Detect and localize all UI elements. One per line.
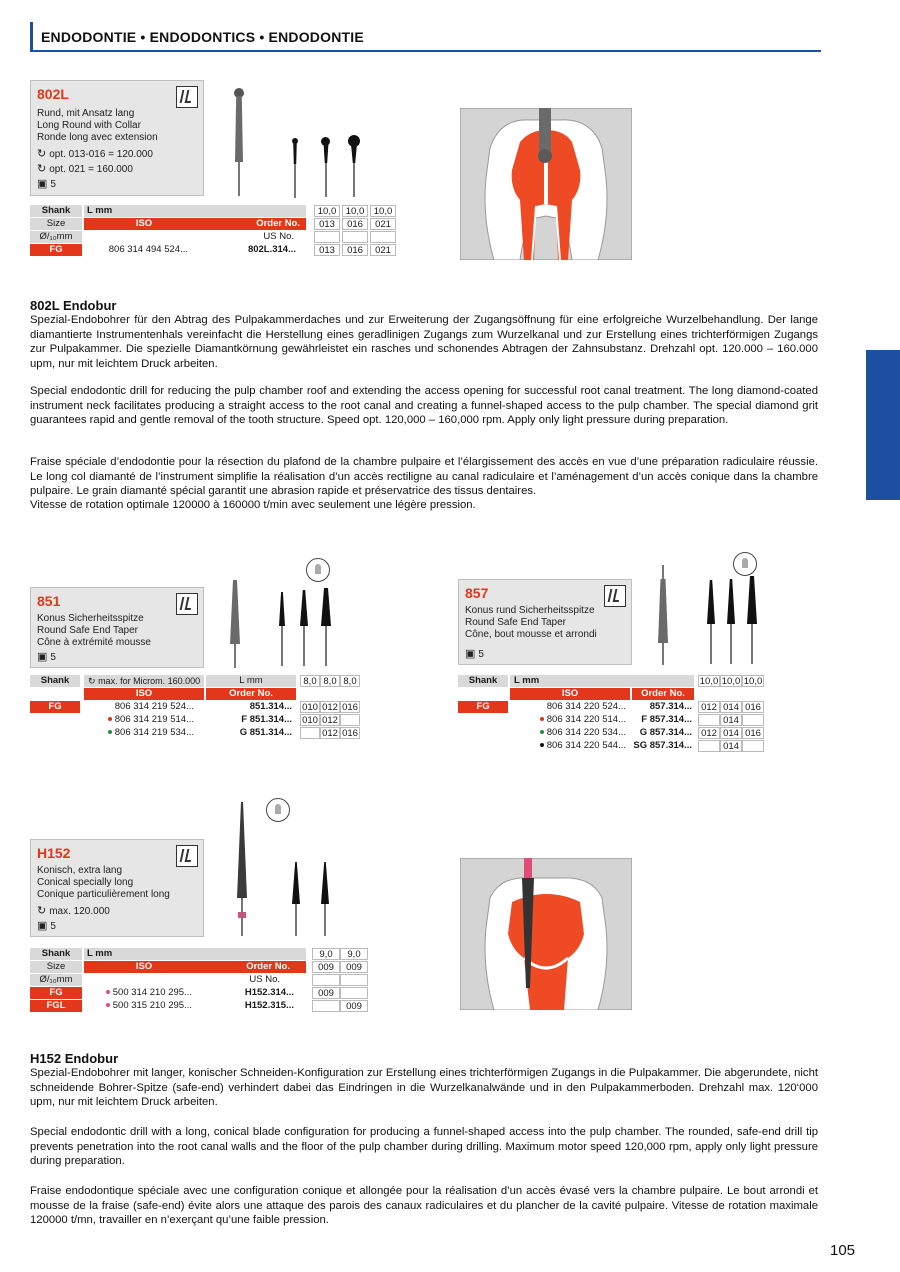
bur-silhouette [726,579,736,664]
iso-number: 806 314 220 544... [546,740,626,751]
size-value: 016 [340,727,360,739]
rotation-icon: ↻ [37,905,47,917]
pack-spec [37,919,56,934]
table-row [30,688,340,700]
desc-en: Round Safe End Taper [465,617,567,628]
iso-number: 806 314 494 524... [108,244,188,255]
shank-label: Shank [30,205,82,217]
iso-cell [510,714,630,726]
bur-silhouette [320,588,332,666]
size-value [340,987,368,999]
rotation-icon: ↻ [37,148,47,160]
tooth-illustration-H152 [460,858,632,1010]
safe-end-detail-icon [733,552,757,576]
rotation-icon: ↻ [88,676,96,686]
table-row [30,675,357,687]
iso-cell [84,714,204,726]
size-value [742,740,764,752]
table-row [458,688,768,700]
length-value: 10,0 [314,205,340,217]
bur-silhouette [299,590,309,666]
description-en: Special endodontic drill with a long, conical blade configuration for producing a funnel-shaped access into the pulp chamber. The rounded, safe-end drill tip prevents penetration into the root canal walls and the floor of the pulp chamber during drilling. Maximum motor speed 120,000 rpm, apply only light pressure during preparation. [30,1126,818,1167]
iso-number: 806 314 220 514... [546,714,626,725]
size-value: 012 [320,701,340,713]
size-label: Size [30,218,82,230]
diameter-label: Ø/₁₀mm [30,974,82,986]
desc-en: Round Safe End Taper [37,625,139,636]
iso-number: 806 314 220 524... [546,701,626,712]
speed-value: max. 120.000 [49,906,110,917]
order-number: F 857.314... [641,714,692,725]
table-row [30,961,362,973]
product-card-802L [30,80,204,196]
iso-header: ISO [510,688,630,700]
desc-en: Conical specially long [37,877,134,888]
shank-type: FG [30,701,80,713]
iso-cell [84,727,204,739]
table-row [458,675,768,687]
length-value: 10,0 [699,676,719,687]
table-row [458,701,768,713]
pack-value: 5 [50,179,56,190]
super-coarse-grit-dot [540,743,544,747]
table-row [30,727,358,739]
us-number-label: US No. [263,231,294,242]
size-value: 012 [320,727,340,739]
bur-image-802L [232,88,246,196]
description-fr: Fraise spéciale d’endodontie pour la résection du plafond de la chambre pulpaire et l’élargissement des accès en vue d’une préparation radiculaire réussie. Le long col diamanté de l’instrument simplifie la réalisation d’un accès rectiligne au canal radiculaire et l’aménagement d’un accès conique dans la chambre pulpaire. Le grain diamanté spécial garantit une abrasion rapide et préservatrice des tissus dentaires. [30,456,818,497]
size-value: 014 [720,714,742,726]
table-row [30,1000,362,1012]
product-code: H152 [37,845,71,861]
table-row [30,231,370,243]
pack-spec [37,650,56,665]
iso-number: 806 314 219 534... [114,727,194,738]
order-number: H152.315... [244,1000,294,1011]
bur-image-H152 [236,802,248,936]
length-value: 8,0 [340,675,360,687]
iso-number: 806 314 220 534... [546,727,626,738]
size-value: 010 [300,714,320,726]
chapter-side-tab [866,350,900,500]
iso-number: 500 315 210 295... [112,1000,192,1011]
bur-silhouette [291,862,301,936]
pack-spec [465,647,484,662]
size-value: 009 [312,987,340,999]
package-icon: ▣ [37,178,48,190]
size-value [340,714,360,726]
page-number: 105 [830,1242,856,1259]
safe-end-detail-icon [306,558,330,582]
length-value: 10,0 [342,205,368,217]
size-value: 021 [370,244,396,256]
shank-label: Shank [30,675,80,687]
desc-de: Konisch, extra lang [37,865,123,876]
iso-number: 806 314 219 524... [114,701,194,712]
desc-de: Konus Sicherheitsspitze [37,613,144,624]
size-value [300,727,320,739]
product-code: 802L [37,86,69,102]
table-row [30,244,391,256]
speed-header [84,675,204,687]
order-number: 851.314... [249,701,292,712]
table-row [30,701,358,713]
desc-fr: Cône à extrémité mousse [37,637,151,648]
table-row [458,740,768,752]
product-code: 851 [37,593,61,609]
table-row [30,218,391,230]
speed-value: max. for Microm. 160.000 [98,676,201,686]
desc-en: Long Round with Collar [37,120,141,131]
bur-image-857 [658,565,670,665]
fine-grit-dot [540,717,544,721]
length-label: L mm [84,205,306,217]
iso-cell [84,987,204,999]
package-icon: ▣ [37,651,48,663]
speed-spec [37,904,110,919]
size-value [698,740,720,752]
order-number: SG 857.314... [633,740,692,751]
komet-logo-icon [604,585,626,607]
table-row [458,714,768,726]
length-value: 9,0 [340,948,368,960]
length-value: 8,0 [300,675,320,687]
iso-number: 806 314 219 514... [114,714,194,725]
order-number: 857.314... [649,701,692,712]
iso-cell [510,727,630,739]
iso-header: ISO [84,218,204,230]
bur-silhouette [706,580,716,664]
speed-value: opt. 021 = 160.000 [49,164,133,175]
size-value: 016 [342,244,368,256]
pack-value: 5 [50,652,56,663]
size-value: 014 [720,701,742,713]
description-fr-speed: Vitesse de rotation optimale 120000 à 160000 t/min avec seulement une légère pression. [30,499,476,511]
length-value: 9,0 [312,948,340,960]
table-row [30,205,393,217]
length-value: 10,0 [721,676,741,687]
size-value [742,714,764,726]
bur-silhouette [320,137,332,197]
product-card-H152 [30,839,204,937]
description-de: Spezial-Endobohrer mit langer, konischer Schneiden-Konfiguration zur Erstellung eines trichterförmigen Zugangs in die Pulpakammer. Die abgerundete, nicht schneidende Bohrer-Spitze (safe-end) verhindert dabei das Eindringen in die Wurzelkanalwände und in den Pulpakammerboden. Drehzahl max. 120‘000 upm, nur mit leichtem Druck arbeiten. [30,1067,818,1108]
bur-silhouette [348,135,362,197]
iso-number: 500 314 210 295... [112,987,192,998]
desc-fr: Cône, bout mousse et arrondi [465,629,597,640]
us-number-label: US No. [249,974,280,985]
size-label: Size [30,961,82,973]
iso-cell [84,1000,204,1012]
description-en: Special endodontic drill for reducing the pulp chamber roof and extending the access opening for successful root canal treatment. The long diamond-coated instrument neck facilitates producing a straight access to the root canal and creating a funnel-shaped access to the pulp chamber. The special diamond grit guarantees rapid and gentle removal of the tooth structure. Speed opt. 120,000 – 160,000 rpm. Apply only light pressure during preparation. [30,385,818,426]
iso-cell [510,740,630,752]
shank-label: Shank [458,675,508,687]
size-value: 012 [698,727,720,739]
description-fr: Fraise endodontique spéciale avec une configuration conique et allongée pour la réalisation d’un accès évasé vers la chambre pulpaire. Le bout arrondi et mousse de la fraise (safe-end) évite alors une attaque des parois des canaux radiculaires et du plancher de la cavité pulpaire. Vitesse de rotation maximale 120000 t/mn, travailler en n’exerçant qu’une faible pression. [30,1185,818,1226]
size-value: 016 [340,701,360,713]
product-card-857 [458,579,632,665]
length-value: 10,0 [370,205,396,217]
bur-silhouette [320,862,330,936]
size-value: 016 [742,701,764,713]
size-value: 010 [300,701,320,713]
komet-logo-icon [176,86,198,108]
length-value: 8,0 [320,675,340,687]
table-row [30,948,361,960]
size-value: 013 [314,218,340,230]
rotation-icon: ↻ [37,163,47,175]
coarse-grit-dot [540,730,544,734]
order-header: Order No. [204,961,306,973]
speed-value: opt. 013-016 = 120.000 [49,149,153,160]
page-header-title: ENDODONTIE • ENDODONTICS • ENDODONTIE [41,29,364,45]
coarse-grit-dot [108,730,112,734]
ring-color-dot [106,1003,110,1007]
tooth-illustration-802L [460,108,632,260]
iso-header: ISO [84,961,204,973]
bur-silhouette [290,138,300,198]
order-header: Order No. [204,218,306,230]
diameter-label: Ø/₁₀mm [30,231,82,243]
ring-color-dot [106,990,110,994]
table-row [30,987,340,999]
shank-type: FG [30,244,82,256]
package-icon: ▣ [37,920,48,932]
pack-spec [37,177,56,192]
table-row [30,714,340,726]
product-code: 857 [465,585,489,601]
pack-value: 5 [50,921,56,932]
section-title: H152 Endobur [30,1051,119,1066]
size-value: 014 [720,727,742,739]
product-card-851 [30,587,204,668]
size-value: 016 [742,727,764,739]
size-value: 014 [720,740,742,752]
size-value [312,1000,340,1012]
order-number: F 851.314... [241,714,292,725]
size-value: 016 [342,218,368,230]
description-de: Spezial-Endobohrer für den Abtrag des Pulpakammerdaches und zur Erweiterung der Zugangsöffnung für eine erfolgreiche Wurzelbehandlung. Der lange diamantierte Instrumentenhals vereinfacht die Herstellung eines geradlinigen Zugangs zum Wurzelkanal und zur Erstellung eines trichterförmigen Zugangs zur Pulpakammer. Die spezielle Diamantkörnung gewährleistet ein rasches und schonendes Abtragen der Zahnsubstanz. Drehzahl opt. 120.000 – 160.000 upm, nur mit leichtem Druck arbeiten. [30,314,818,370]
bur-silhouette [746,576,758,664]
bur-silhouette [277,592,287,666]
table-row [458,727,768,739]
order-header: Order No. [206,688,296,700]
desc-fr: Ronde long avec extension [37,132,158,143]
shank-label: Shank [30,948,82,960]
size-value: 012 [320,714,340,726]
size-value: 012 [698,701,720,713]
desc-de: Rund, mit Ansatz lang [37,108,135,119]
shank-type: FG [458,701,508,713]
desc-fr: Conique particulièrement long [37,889,170,900]
pack-value: 5 [478,649,484,660]
size-value: 009 [312,961,340,973]
section-title: 802L Endobur [30,298,117,313]
speed-spec-2 [37,162,133,177]
size-value [698,714,720,726]
iso-header: ISO [84,688,204,700]
page-header [30,22,821,52]
komet-logo-icon [176,845,198,867]
package-icon: ▣ [465,648,476,660]
table-row [30,974,340,986]
desc-de: Konus rund Sicherheitsspitze [465,605,595,616]
shank-type: FGL [30,1000,82,1012]
size-value: 009 [340,961,368,973]
komet-logo-icon [176,593,198,615]
order-header: Order No. [632,688,694,700]
speed-spec-1 [37,147,153,162]
length-label: L mm [84,948,306,960]
length-label: L mm [510,675,694,687]
size-value: 009 [340,1000,368,1012]
order-number: H152.314... [244,987,294,998]
shank-type: FG [30,987,82,999]
order-number: 802L.314... [247,244,296,255]
size-value: 013 [314,244,340,256]
bur-image-851 [230,580,242,668]
order-number: G 857.314... [639,727,692,738]
length-value: 10,0 [743,676,763,687]
length-label: L mm [206,675,296,687]
order-number: G 851.314... [239,727,292,738]
fine-grit-dot [108,717,112,721]
safe-end-detail-icon [266,798,290,822]
size-value: 021 [370,218,396,230]
